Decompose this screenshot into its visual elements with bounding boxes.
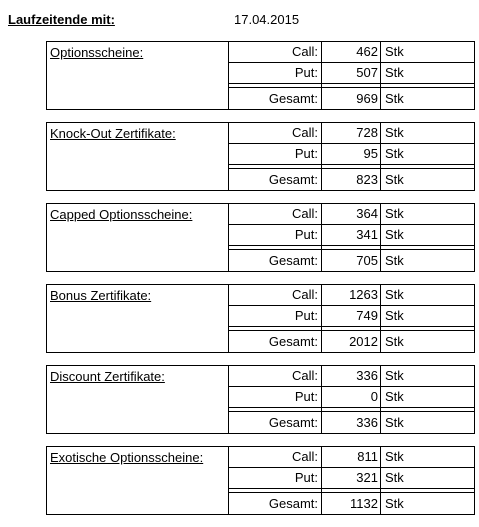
- product-block: [46, 122, 475, 191]
- put-value: 0: [321, 387, 381, 407]
- put-row: [229, 63, 475, 84]
- product-block-title: Discount Zertifikate:: [50, 369, 165, 384]
- put-label: Put:: [294, 389, 318, 404]
- call-unit: Stk: [385, 44, 404, 59]
- total-value: 969: [321, 88, 381, 109]
- product-block-title: Optionsscheine:: [50, 45, 144, 60]
- put-value: 95: [321, 144, 381, 164]
- put-row: [229, 306, 475, 327]
- call-label: Call:: [291, 368, 318, 383]
- call-value: 1263: [321, 285, 381, 305]
- separator-cell: [321, 165, 381, 168]
- product-block: [46, 41, 475, 110]
- total-unit: Stk: [385, 91, 404, 106]
- call-row: [229, 447, 475, 468]
- total-unit: Stk: [385, 253, 404, 268]
- call-row: [229, 204, 475, 225]
- separator-cell: [321, 489, 381, 492]
- put-label: Put:: [294, 308, 318, 323]
- put-unit: Stk: [385, 65, 404, 80]
- call-unit: Stk: [385, 125, 404, 140]
- total-unit: Stk: [385, 172, 404, 187]
- put-value: 507: [321, 63, 381, 83]
- total-row: [229, 88, 475, 109]
- product-blocks: [46, 41, 475, 527]
- put-row: [229, 387, 475, 408]
- total-label: Gesamt:: [268, 334, 318, 349]
- call-row: [229, 285, 475, 306]
- call-value: 811: [321, 447, 381, 467]
- total-row: [229, 412, 475, 433]
- count-grid: [228, 366, 475, 433]
- total-value: 2012: [321, 331, 381, 352]
- product-block: [46, 203, 475, 272]
- put-unit: Stk: [385, 389, 404, 404]
- put-unit: Stk: [385, 470, 404, 485]
- product-block-title: Bonus Zertifikate:: [50, 288, 152, 303]
- product-block: [46, 365, 475, 434]
- put-row: [229, 468, 475, 489]
- call-value: 336: [321, 366, 381, 386]
- total-value: 823: [321, 169, 381, 190]
- total-value: 705: [321, 250, 381, 271]
- count-grid: [228, 285, 475, 352]
- product-block: [46, 446, 475, 515]
- separator-cell: [321, 327, 381, 330]
- total-row: [229, 331, 475, 352]
- call-unit: Stk: [385, 449, 404, 464]
- total-label: Gesamt:: [268, 91, 318, 106]
- total-row: [229, 250, 475, 271]
- product-block-title: Knock-Out Zertifikate:: [50, 126, 176, 141]
- put-unit: Stk: [385, 146, 404, 161]
- count-grid: [228, 447, 475, 514]
- separator-cell: [321, 246, 381, 249]
- call-value: 462: [321, 42, 381, 62]
- call-label: Call:: [291, 287, 318, 302]
- call-label: Call:: [291, 449, 318, 464]
- put-unit: Stk: [385, 308, 404, 323]
- count-grid: [228, 204, 475, 271]
- total-label: Gesamt:: [268, 415, 318, 430]
- product-block: [46, 284, 475, 353]
- put-label: Put:: [294, 470, 318, 485]
- product-block-title: Exotische Optionsscheine:: [50, 450, 204, 465]
- expiry-date: 17.04.2015: [234, 12, 300, 27]
- put-label: Put:: [294, 146, 318, 161]
- call-unit: Stk: [385, 287, 404, 302]
- total-label: Gesamt:: [268, 253, 318, 268]
- put-row: [229, 225, 475, 246]
- total-label: Gesamt:: [268, 172, 318, 187]
- product-block-title: Capped Optionsscheine:: [50, 207, 193, 222]
- count-grid: [228, 42, 475, 109]
- total-unit: Stk: [385, 496, 404, 511]
- put-row: [229, 144, 475, 165]
- call-row: [229, 366, 475, 387]
- total-unit: Stk: [385, 415, 404, 430]
- count-grid: [228, 123, 475, 190]
- put-unit: Stk: [385, 227, 404, 242]
- put-label: Put:: [294, 65, 318, 80]
- call-value: 728: [321, 123, 381, 143]
- total-unit: Stk: [385, 334, 404, 349]
- call-label: Call:: [291, 206, 318, 221]
- put-value: 341: [321, 225, 381, 245]
- call-label: Call:: [291, 44, 318, 59]
- put-label: Put:: [294, 227, 318, 242]
- put-value: 749: [321, 306, 381, 326]
- total-row: [229, 169, 475, 190]
- total-label: Gesamt:: [268, 496, 318, 511]
- separator-cell: [321, 84, 381, 87]
- call-label: Call:: [291, 125, 318, 140]
- total-value: 336: [321, 412, 381, 433]
- call-unit: Stk: [385, 368, 404, 383]
- separator-cell: [321, 408, 381, 411]
- put-value: 321: [321, 468, 381, 488]
- total-row: [229, 493, 475, 514]
- call-unit: Stk: [385, 206, 404, 221]
- expiry-heading-label: Laufzeitende mit:: [8, 12, 115, 27]
- call-value: 364: [321, 204, 381, 224]
- call-row: [229, 42, 475, 63]
- call-row: [229, 123, 475, 144]
- total-value: 1132: [321, 493, 381, 514]
